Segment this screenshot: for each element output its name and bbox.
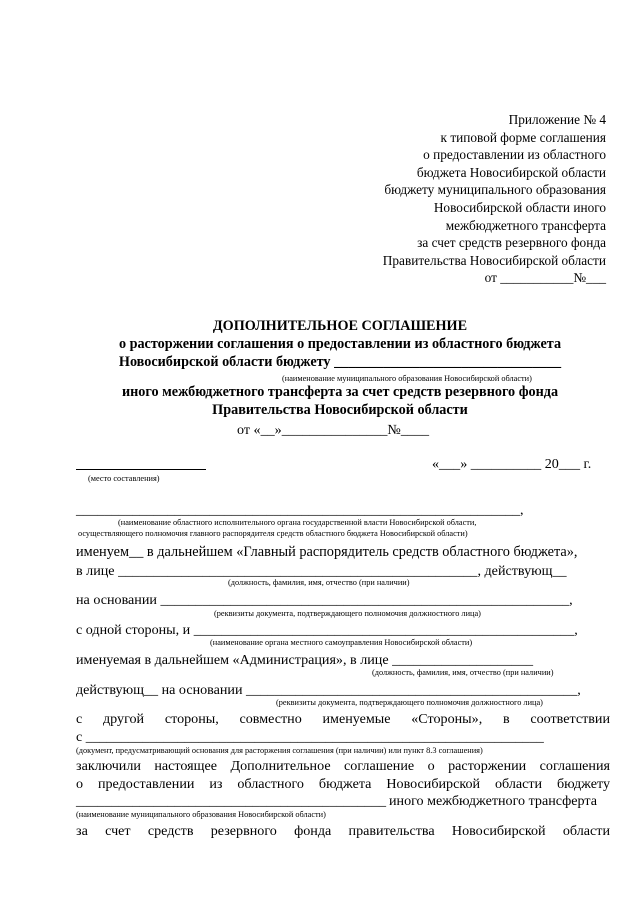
field-note: осуществляющего полномочия главного распорядителя средств областного бюджета Новосибирской области) — [78, 529, 468, 538]
field-note: (документ, предусматривающий основания для расторжения соглашения (при наличии) или пункт 8.3 соглашения) — [76, 746, 483, 755]
appendix-line: Приложение № 4 — [508, 112, 606, 127]
body-line: именуем__ в дальнейшем «Главный распорядитель средств областного бюджета», — [76, 544, 578, 560]
appendix-header — [286, 111, 606, 287]
field-note: (должность, фамилия, имя, отчество (при наличии) — [228, 578, 410, 587]
appendix-line: от ___________№___ — [484, 270, 606, 286]
field-note: (наименование органа местного самоуправления Новосибирской области) — [210, 638, 473, 647]
field-note: (должность, фамилия, имя, отчество (при наличии) — [372, 668, 554, 677]
title-main: ДОПОЛНИТЕЛЬНОЕ СОГЛАШЕНИЕ — [212, 318, 468, 334]
appendix-line: Новосибирской области иного — [433, 199, 606, 215]
field-note: (реквизиты документа, подтверждающего полномочия должностного лица) — [276, 698, 543, 707]
document-title-cont — [60, 384, 620, 420]
body-line-justified: заключили настоящее Дополнительное соглашение о расторжении соглашения — [76, 758, 610, 774]
place-note: (место составления) — [88, 474, 160, 483]
appendix-line: о предоставлении из областного — [423, 147, 606, 163]
document-title — [60, 318, 620, 371]
field-note: (наименование муниципального образования Новосибирской области) — [76, 810, 326, 819]
document-date: «___» __________ 20___ г. — [432, 456, 592, 472]
field-note: (наименование областного исполнительного органа государственной власти Новосибирской области, — [118, 518, 477, 527]
title-line: иного межбюджетного трансферта за счет средств резервного фонда — [121, 384, 559, 400]
body-line: с одной стороны, и ______________________________________________________, — [76, 622, 578, 638]
body-line: _______________________________________________________________, — [76, 502, 524, 518]
title-line: Правительства Новосибирской области — [212, 401, 468, 418]
title-line: Новосибирской области бюджету ________________________________ — [118, 353, 562, 370]
title-date-number: от «__»_______________№____ — [237, 422, 430, 438]
appendix-line: межбюджетного трансферта — [445, 217, 606, 233]
appendix-line: к типовой форме соглашения — [440, 129, 606, 145]
body-line: действующ__ на основании _______________________________________________, — [76, 682, 581, 698]
title-line: о расторжении соглашения о предоставлении из областного бюджета — [118, 335, 562, 352]
appendix-line: бюджету муниципального образования — [384, 182, 606, 198]
body-line: именуемая в дальнейшем «Администрация», в лице ____________________ — [76, 652, 534, 668]
body-line: в лице ___________________________________________________, действующ__ — [76, 563, 567, 579]
body-line: с _________________________________________________________________ — [76, 729, 544, 745]
body-line-justified: о предоставлении из областного бюджета Новосибирской области бюджету — [76, 776, 610, 792]
appendix-line: Правительства Новосибирской области — [382, 252, 606, 268]
title-municipality-note: (наименование муниципального образования Новосибирской области) — [282, 374, 532, 383]
appendix-line: за счет средств резервного фонда — [417, 235, 606, 251]
field-note: (реквизиты документа, подтверждающего полномочия должностного лица) — [214, 609, 481, 618]
body-line-justified: за счет средств резервного фонда правительства Новосибирской области — [76, 823, 610, 839]
body-line: иного межбюджетного трансферта — [389, 793, 598, 809]
appendix-line: бюджета Новосибирской области — [416, 164, 606, 180]
place-blank — [76, 469, 206, 470]
body-line: ____________________________________________ — [76, 793, 387, 809]
body-line-justified: с другой стороны, совместно именуемые «Стороны», в соответствии — [76, 711, 610, 727]
body-line: на основании __________________________________________________________, — [76, 592, 573, 608]
